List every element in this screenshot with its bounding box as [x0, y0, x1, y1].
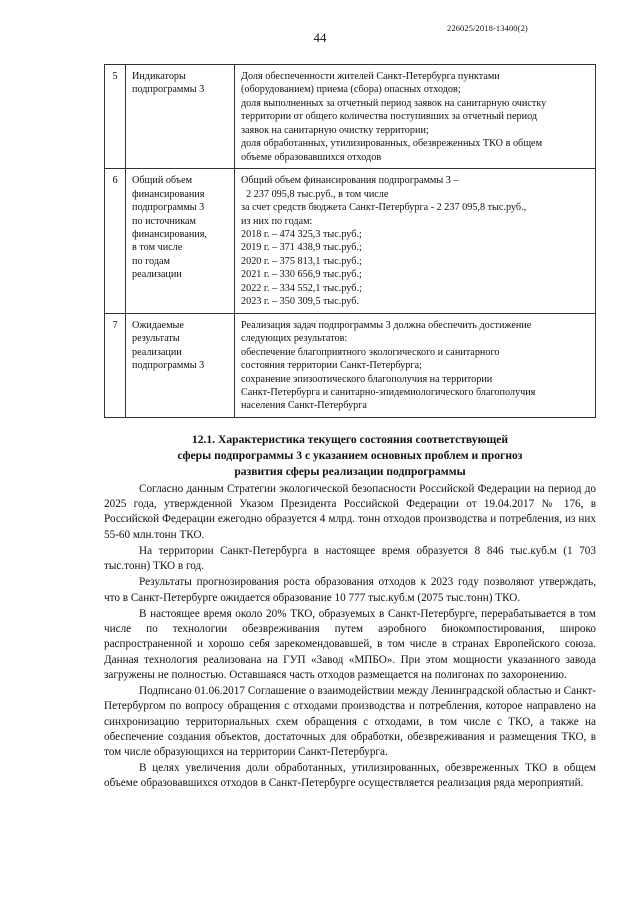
heading-line: сферы подпрограммы 3 с указанием основных проблем и прогноз	[177, 448, 523, 462]
name-line: подпрограммы 3	[132, 84, 205, 96]
table-row-financing	[105, 169, 596, 314]
row-content	[235, 65, 596, 169]
name-line: финансирования	[132, 188, 205, 200]
content-line: Общий объем финансирования подпрограммы 3 –	[241, 175, 459, 187]
row-number: 6	[105, 169, 126, 314]
name-line: результаты	[132, 333, 180, 345]
content-line: (оборудованием) приема (сбора) опасных отходов;	[241, 84, 461, 96]
content-line: 2018 г. – 474 325,3 тыс.руб.;	[241, 228, 362, 240]
content-line: заявок на санитарную очистку территории;	[241, 124, 429, 136]
content-line: из них по годам:	[241, 215, 313, 227]
subprogram-passport-table	[104, 64, 596, 418]
content-line: Доля обеспеченности жителей Санкт-Петербурга пунктами	[241, 71, 500, 82]
name-line: Общий объем	[132, 175, 193, 187]
paragraph: Подписано 01.06.2017 Соглашение о взаимодействии между Ленинградской областью и Санкт-Петербургом по вопросу обращения с отходами производства и потребления, которое направлено на синхронизацию территориальных схем обращения с отходами, в том числе с ТКО, а также на обеспечение создания объектов, достаточных для обработки, обезвреживания и размещения ТКО, в том числе образующихся на территории Санкт-Петербурга.	[104, 685, 596, 758]
content-line: за счет средств бюджета Санкт-Петербурга - 2 237 095,8 тыс.руб.,	[241, 202, 527, 214]
content-line: 2020 г. – 375 813,1 тыс.руб.;	[241, 255, 362, 267]
content-line: сохранение эпизоотического благополучия на территории	[241, 373, 493, 385]
row-content	[235, 313, 596, 417]
content-line: доля выполненных за отчетный период заявок на санитарную очистку	[241, 97, 547, 109]
content-line: объеме образовавшихся отходов	[241, 151, 382, 163]
content-line: 2 237 095,8 тыс.руб., в том числе	[241, 188, 389, 200]
paragraph: Согласно данным Стратегии экологической безопасности Российской Федерации на период до 2025 года, утвержденной Указом Президента Российской Федерации от 19.04.2017 № 176, в Российской Федерации ежегодно образуется 4 млрд. тонн отходов производства и потребления, из них 55-60 млн.тонн ТКО.	[104, 483, 596, 541]
content-line: 2019 г. – 371 438,9 тыс.руб.;	[241, 242, 362, 254]
name-line: по годам	[132, 255, 170, 267]
name-line: реализации	[132, 269, 182, 281]
content-line: следующих результатов:	[241, 333, 348, 345]
content-line: доля обработанных, утилизированных, обезвреженных ТКО в общем	[241, 138, 543, 150]
content-line: Санкт-Петербурга и санитарно-эпидемиологического благополучия	[241, 386, 536, 398]
content-line: населения Санкт-Петербурга	[241, 400, 367, 412]
heading-line: развития сферы реализации подпрограммы	[234, 464, 466, 478]
content-line: территории от общего количества поступивших за отчетный период	[241, 111, 538, 123]
document-code: 226025/2018-13400(2)	[447, 23, 528, 33]
row-number: 7	[105, 313, 126, 417]
name-line: Индикаторы	[132, 71, 186, 82]
content-line: состояния территории Санкт-Петербурга;	[241, 360, 422, 372]
table-row-indicators	[105, 65, 596, 169]
name-line: реализации	[132, 346, 182, 358]
row-content	[235, 169, 596, 314]
section-body	[104, 482, 596, 792]
row-name	[126, 169, 235, 314]
name-line: по источникам	[132, 215, 197, 227]
paragraph: В настоящее время около 20% ТКО, образуемых в Санкт-Петербурге, перерабатывается в том числе по технологии обезвреживания путем аэробного биокомпостирования, широко распространенной и хорошо себя зарекомендовавшей, в том числе в странах Европейского союза. Данная технология реализована на ГУП «Завод «МПБО». При этом мощности указанного завода загружены не полностью. Оставшаяся часть отходов размещается на полигонах по захоронению.	[104, 607, 596, 681]
row-name	[126, 65, 235, 169]
page-number: 44	[313, 30, 327, 45]
section-heading	[104, 432, 596, 479]
table-row-expected-results	[105, 313, 596, 417]
content-line: 2022 г. – 334 552,1 тыс.руб.;	[241, 282, 362, 294]
name-line: финансирования,	[132, 228, 207, 240]
content-line: Реализация задач подпрограммы 3 должна обеспечить достижение	[241, 319, 532, 331]
row-number: 5	[105, 65, 126, 169]
name-line: подпрограммы 3	[132, 202, 205, 214]
name-line: Ожидаемые	[132, 319, 184, 331]
name-line: в том числе	[132, 242, 183, 254]
content-line: 2021 г. – 330 656,9 тыс.руб.;	[241, 269, 362, 281]
paragraph: На территории Санкт-Петербурга в настоящее время образуется 8 846 тыс.куб.м (1 703 тыс.тонн) ТКО в год.	[104, 544, 596, 573]
heading-line: 12.1. Характеристика текущего состояния соответствующей	[191, 433, 509, 446]
content-line: обеспечение благоприятного экологического и санитарного	[241, 346, 500, 358]
paragraph: Результаты прогнозирования роста образования отходов к 2023 году позволяют утверждать, что в Санкт-Петербурге ожидается образование 10 777 тыс.куб.м (2075 тыс.тонн) ТКО.	[104, 576, 596, 604]
content-line: 2023 г. – 350 309,5 тыс.руб.	[241, 296, 359, 308]
paragraph: В целях увеличения доли обработанных, утилизированных, обезвреженных ТКО в общем объеме образовавшихся отходов в Санкт-Петербурге осуществляется реализация ряда мероприятий.	[104, 762, 596, 790]
name-line: подпрограммы 3	[132, 360, 205, 372]
row-name	[126, 313, 235, 417]
